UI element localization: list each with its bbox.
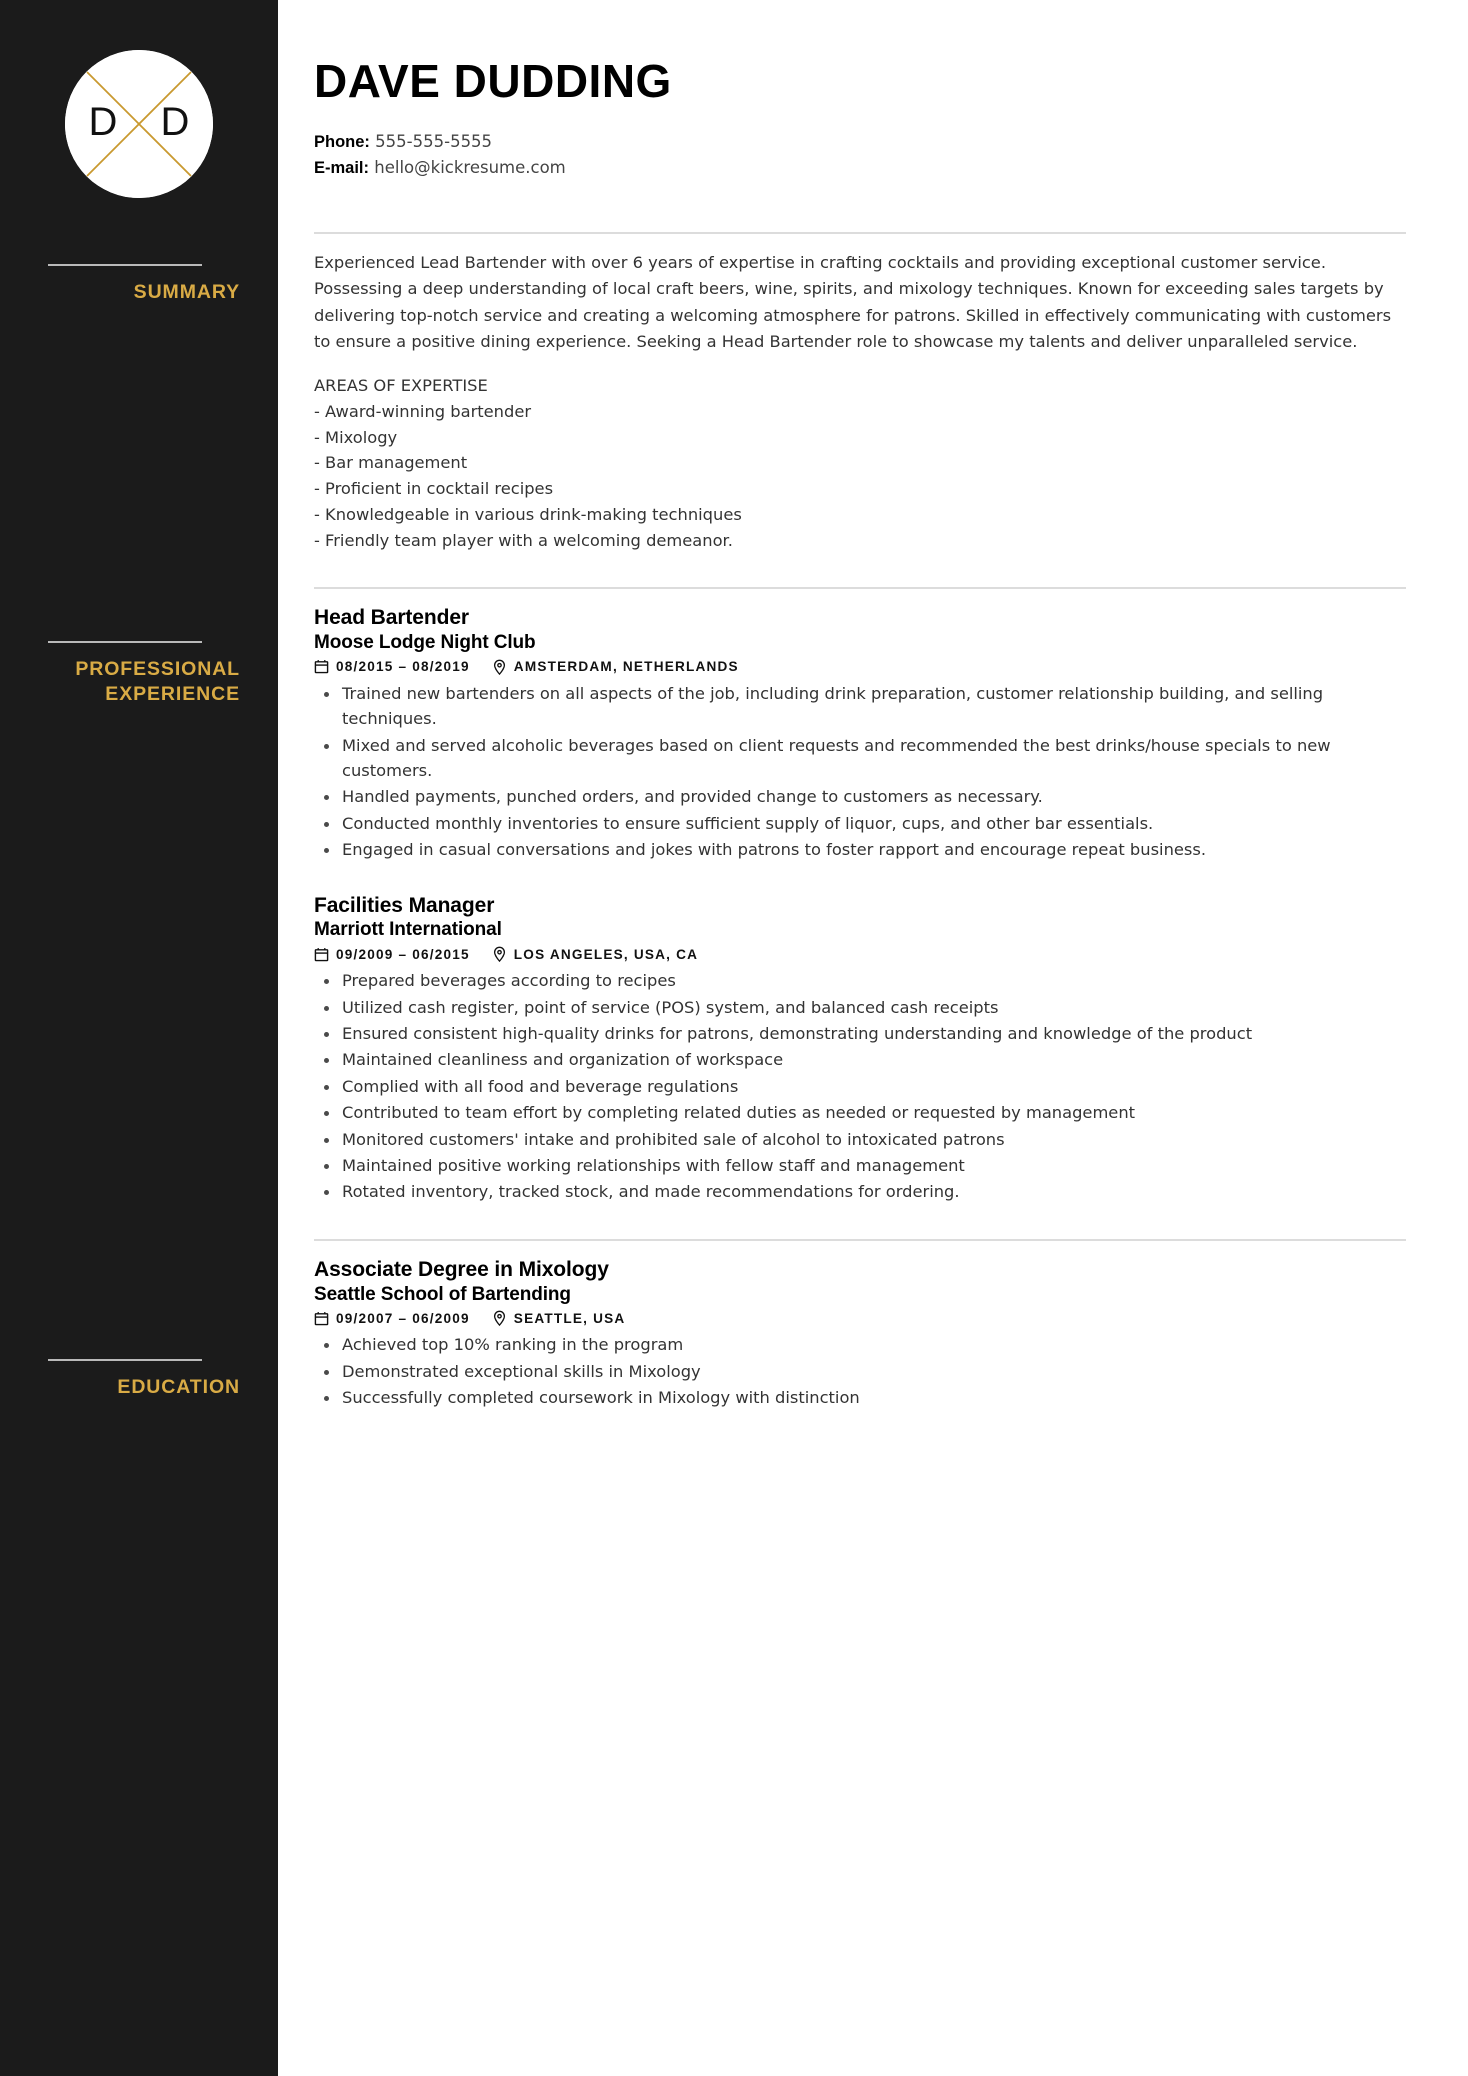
list-item: Conducted monthly inventories to ensure sufficient supply of liquor, cups, and other bar essentials. bbox=[314, 811, 1406, 836]
experience-entry-location: AMSTERDAM, NETHERLANDS bbox=[513, 659, 739, 675]
education-entry-organization: Seattle School of Bartending bbox=[314, 1283, 571, 1305]
list-item: Rotated inventory, tracked stock, and made recommendations for ordering. bbox=[314, 1179, 1406, 1204]
experience-entry-title: Facilities Manager bbox=[314, 893, 495, 917]
education-entry-location: SEATTLE, USA bbox=[513, 1310, 626, 1326]
email-label: E-mail: bbox=[314, 159, 370, 178]
list-item: Successfully completed coursework in Mixology with distinction bbox=[314, 1385, 1406, 1410]
experience-section bbox=[314, 589, 1406, 1204]
email-value: hello@kickresume.com bbox=[374, 158, 566, 178]
experience-entry-bullets bbox=[314, 681, 1406, 863]
contact-info bbox=[314, 129, 1406, 182]
experience-entry-dates: 09/2009 – 06/2015 bbox=[336, 946, 470, 962]
location-pin-icon bbox=[492, 659, 507, 675]
sidebar-section-experience bbox=[0, 641, 278, 707]
location-pin-icon bbox=[492, 1310, 507, 1326]
areas-of-expertise bbox=[314, 373, 1406, 553]
experience-entry-location: LOS ANGELES, USA, CA bbox=[513, 946, 699, 962]
list-item: Maintained cleanliness and organization of workspace bbox=[314, 1047, 1406, 1072]
contact-phone bbox=[314, 129, 1406, 156]
sidebar-label-experience-line2: EXPERIENCE bbox=[105, 682, 240, 705]
expertise-item: - Proficient in cocktail recipes bbox=[314, 479, 554, 499]
experience-entry bbox=[314, 893, 1406, 1205]
phone-label: Phone: bbox=[314, 132, 370, 151]
experience-entry-meta bbox=[314, 659, 1406, 675]
expertise-item: - Mixology bbox=[314, 427, 398, 447]
expertise-item: - Award-winning bartender bbox=[314, 402, 532, 422]
experience-entry-title: Head Bartender bbox=[314, 606, 469, 630]
phone-value: 555-555-5555 bbox=[375, 131, 493, 151]
list-item: Mixed and served alcoholic beverages based on client requests and recommended the best drinks/house specials to new customers. bbox=[314, 733, 1406, 784]
list-item: Complied with all food and beverage regulations bbox=[314, 1074, 1406, 1099]
calendar-icon bbox=[314, 947, 329, 962]
sidebar bbox=[0, 0, 278, 2076]
svg-text:D: D bbox=[88, 100, 118, 144]
education-entry-bullets bbox=[314, 1332, 1406, 1410]
main-content bbox=[278, 0, 1468, 2076]
experience-entry-organization: Marriott International bbox=[314, 919, 502, 941]
experience-entry-bullets bbox=[314, 968, 1406, 1205]
svg-text:D: D bbox=[160, 100, 190, 144]
list-item: Ensured consistent high-quality drinks for patrons, demonstrating understanding and knowledge of the product bbox=[314, 1021, 1406, 1046]
sidebar-section-summary bbox=[0, 264, 278, 305]
list-item: Demonstrated exceptional skills in Mixology bbox=[314, 1359, 1406, 1384]
monogram-logo bbox=[65, 50, 213, 198]
sidebar-label-summary: SUMMARY bbox=[133, 281, 240, 303]
sidebar-label-experience-line1: PROFESSIONAL bbox=[75, 657, 240, 680]
monogram-icon bbox=[65, 50, 213, 198]
list-item: Trained new bartenders on all aspects of the job, including drink preparation, customer relationship building, and selling techniques. bbox=[314, 681, 1406, 732]
sidebar-label-education: EDUCATION bbox=[117, 1375, 240, 1398]
education-entry bbox=[314, 1257, 1406, 1411]
list-item: Handled payments, punched orders, and provided change to customers as necessary. bbox=[314, 784, 1406, 809]
experience-entry-meta bbox=[314, 946, 1406, 962]
education-entry-dates: 09/2007 – 06/2009 bbox=[336, 1310, 470, 1326]
education-entry-title: Associate Degree in Mixology bbox=[314, 1257, 609, 1281]
education-section bbox=[314, 1241, 1406, 1411]
experience-entry bbox=[314, 605, 1406, 862]
logo-container bbox=[0, 0, 278, 198]
calendar-icon bbox=[314, 1311, 329, 1326]
contact-email bbox=[314, 155, 1406, 182]
page-title: DAVE DUDDING bbox=[314, 55, 672, 107]
expertise-item: - Friendly team player with a welcoming demeanor. bbox=[314, 530, 733, 550]
education-entry-meta bbox=[314, 1310, 1406, 1326]
list-item: Engaged in casual conversations and jokes with patrons to foster rapport and encourage repeat business. bbox=[314, 837, 1406, 862]
experience-entry-dates: 08/2015 – 08/2019 bbox=[336, 659, 470, 675]
list-item: Monitored customers' intake and prohibited sale of alcohol to intoxicated patrons bbox=[314, 1127, 1406, 1152]
calendar-icon bbox=[314, 659, 329, 674]
list-item: Maintained positive working relationships with fellow staff and management bbox=[314, 1153, 1406, 1178]
list-item: Prepared beverages according to recipes bbox=[314, 968, 1406, 993]
summary-section bbox=[314, 234, 1406, 554]
areas-of-expertise-list bbox=[314, 399, 1406, 553]
list-item: Achieved top 10% ranking in the program bbox=[314, 1332, 1406, 1357]
experience-entry-organization: Moose Lodge Night Club bbox=[314, 632, 536, 654]
expertise-item: - Knowledgeable in various drink-making techniques bbox=[314, 504, 742, 524]
list-item: Utilized cash register, point of service (POS) system, and balanced cash receipts bbox=[314, 995, 1406, 1020]
sidebar-label-experience bbox=[0, 643, 240, 707]
expertise-item: - Bar management bbox=[314, 453, 468, 473]
sidebar-section-education bbox=[0, 1359, 278, 1400]
location-pin-icon bbox=[492, 946, 507, 962]
list-item: Contributed to team effort by completing related duties as needed or requested by management bbox=[314, 1100, 1406, 1125]
summary-paragraph: Experienced Lead Bartender with over 6 years of expertise in crafting cocktails and providing exceptional customer service. Possessing a deep understanding of local craft beers, wine, spirits, and mixology techniques. Known for exceeding sales targets by delivering top-notch service and creating a welcoming atmosphere for patrons. Skilled in effectively communicating with customers to ensure a positive dining experience. Seeking a Head Bartender role to showcase my talents and deliver unparalleled service. bbox=[314, 252, 1392, 351]
areas-of-expertise-title: AREAS OF EXPERTISE bbox=[314, 376, 488, 396]
